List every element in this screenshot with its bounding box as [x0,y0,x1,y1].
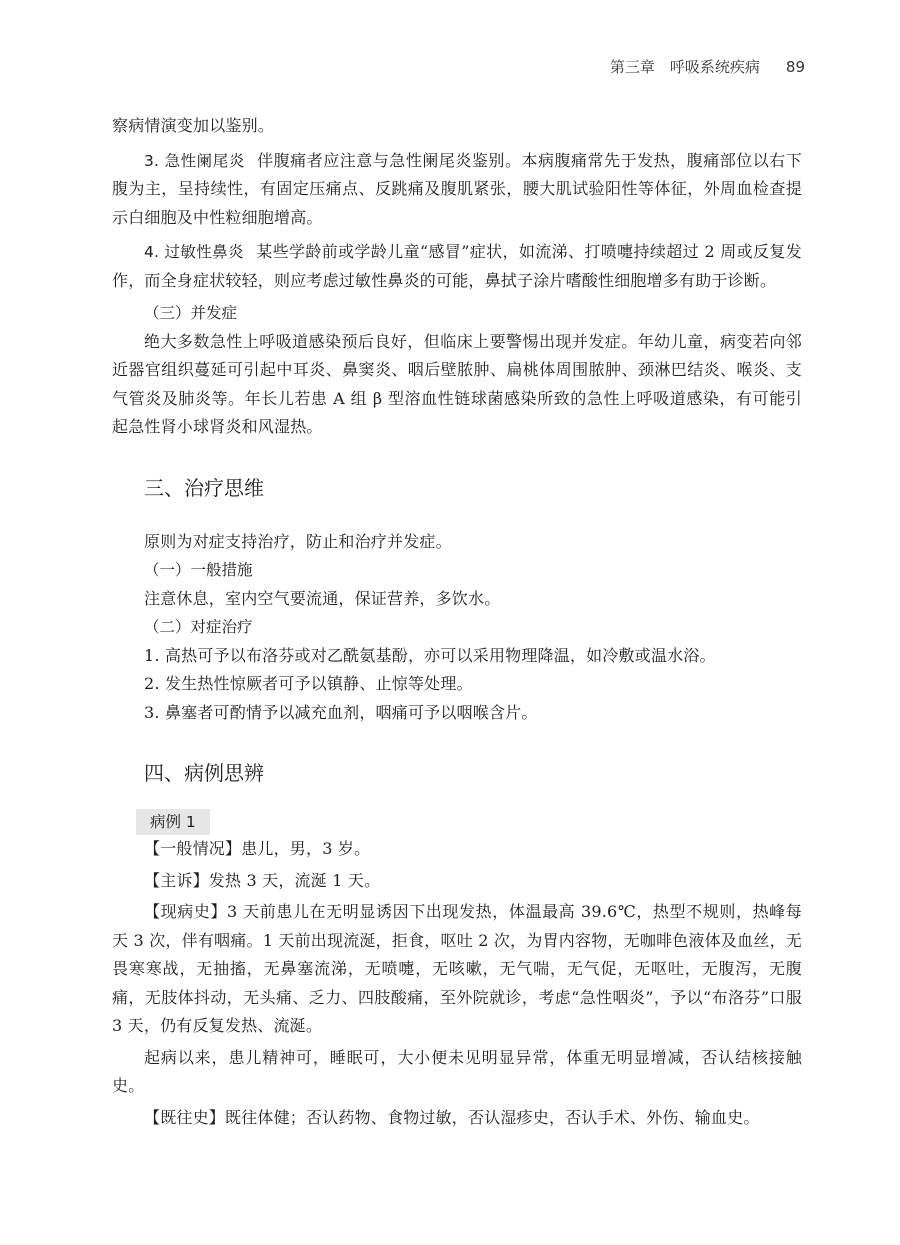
running-header [610,56,805,77]
treatment-intro: 原则为对症支持治疗，防止和治疗并发症。 [144,531,452,551]
case-badge: 病例 1 [136,809,210,835]
appendicitis-text: 伴腹痛者应注意与急性阑尾炎鉴别。本病腹痛常先于发热，腹痛部位以右下腹为主，呈持续性，有固定压痛点、反跳痛及腹肌紧张，腰大肌试验阳性等体征，外周血检查提示白细胞及中性粒细胞增高。 [112,150,802,227]
allergic-rhinitis-text: 某些学龄前或学龄儿童“感冒”症状，如流涕、打喷嚏持续超过 2 周或反复发作，而全身症状较轻，则应考虑过敏性鼻炎的可能，鼻拭子涂片嗜酸性细胞增多有助于诊断。 [112,242,802,290]
complications-text: 绝大多数急性上呼吸道感染预后良好，但临床上要警惕出现并发症。年幼儿童，病变若向邻近器官组织蔓延可引起中耳炎、鼻窦炎、咽后壁脓肿、扁桃体周围脓肿、颈淋巴结炎、喉炎、支气管炎及肺炎等。年长儿若患 A 组 β 型溶血性链球菌感染所致的急性上呼吸道感染，有可能引起急性肾小球肾炎和风湿热。 [112,331,802,436]
chapter-title: 第三章 呼吸系统疾病 [609,58,760,76]
heading-symptomatic: （二）对症治疗 [144,618,253,636]
symptomatic-item-2: 2. 发生热性惊厥者可予以镇静、止惊等处理。 [144,674,473,693]
symptomatic-item-1: 1. 高热可予以布洛芬或对乙酰氨基酚，亦可以采用物理降温，如冷敷或温水浴。 [144,645,716,665]
heading-general-measures: （一）一般措施 [144,561,253,579]
section-title-treatment: 三、治疗思维 [144,475,264,500]
paragraph-continuation: 察病情演变加以鉴别。 [112,116,275,135]
item-allergic-rhinitis [112,238,802,295]
case-present-history: 【现病史】3 天前患儿在无明显诱因下出现发热，体温最高 39.6℃，热型不规则，热峰每天 3 次，伴有咽痛。1 天前出现流涎，拒食，呕吐 2 次，为胃内容物，无咖啡色液体及血丝，无畏寒寒战，无抽搐，无鼻塞流涕，无喷嚏，无咳嗽，无气喘，无气促，无呕吐，无腹泻，无腹痛，无肢体抖动，无头痛、乏力、四肢酸痛，至外院就诊，考虑“急性咽炎”，予以“布洛芬”口服 3 天，仍有反复发热、流涎。 [112,902,802,1035]
case-since-onset: 起病以来，患儿精神可，睡眠可，大小便未见明显异常，体重无明显增减，否认结核接触史。 [112,1047,802,1095]
case-complaint: 【主诉】发热 3 天，流涎 1 天。 [144,870,381,890]
term-appendicitis: 3. 急性阑尾炎 [144,151,245,170]
case-label-row [112,809,802,835]
case-past-history: 【既往史】既往体健；否认药物、食物过敏，否认湿疹史，否认手术、外伤、输血史。 [144,1107,760,1127]
page-body [112,112,802,1132]
item-appendicitis [112,147,802,233]
section-title-case-analysis: 四、病例思辨 [144,761,264,785]
general-measures-text: 注意休息，室内空气要流通，保证营养，多饮水。 [144,588,501,608]
heading-complications: （三）并发症 [144,304,238,322]
term-allergic-rhinitis: 4. 过敏性鼻炎 [144,243,244,261]
case-general: 【一般情况】患儿，男，3 岁。 [144,839,371,858]
page-number: 89 [785,58,805,76]
symptomatic-item-3: 3. 鼻塞者可酌情予以减充血剂，咽痛可予以咽喉含片。 [144,702,538,722]
